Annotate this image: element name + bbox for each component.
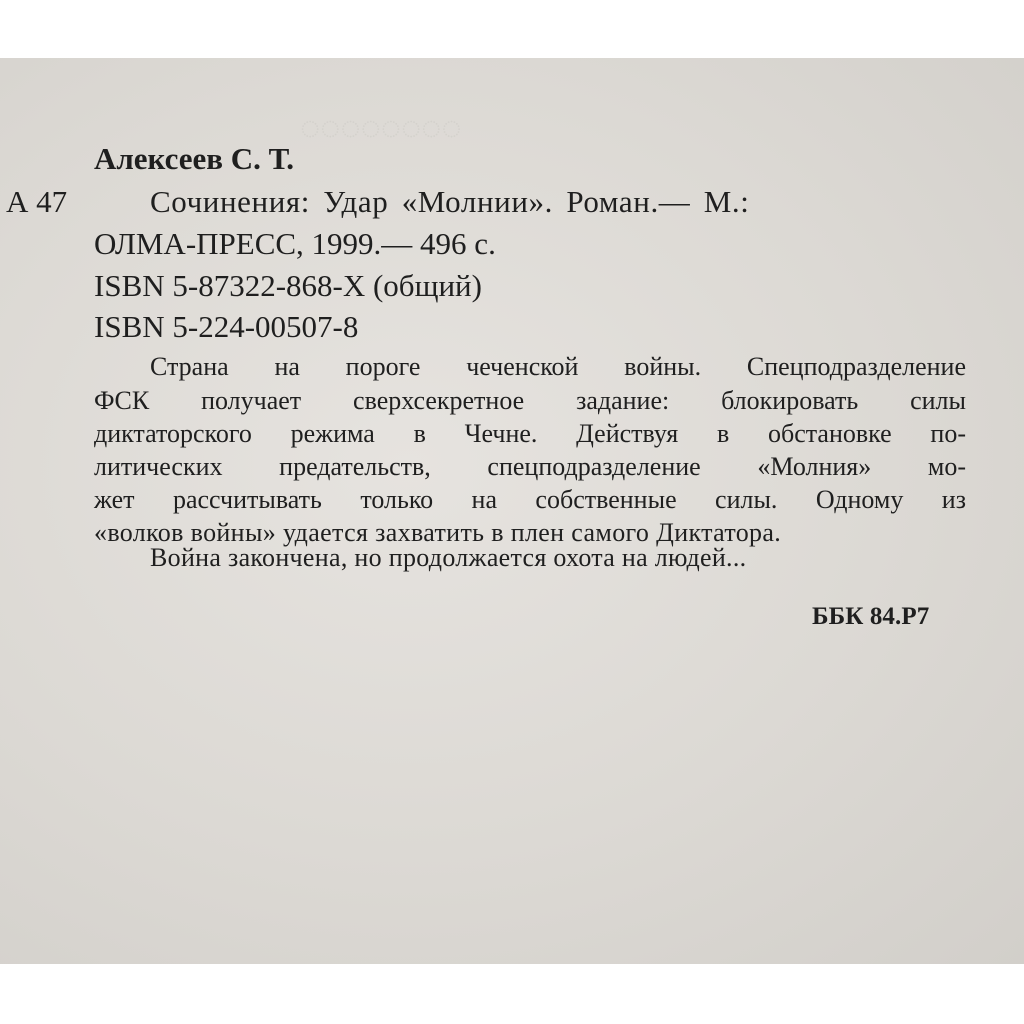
author-heading: Алексеев С. Т. (94, 141, 294, 176)
annotation-line-1: Страна на пороге чеченской войны. Спецподразделение (150, 352, 966, 381)
shelf-mark: А 47 (6, 184, 68, 219)
annotation-line-3: диктаторского режима в Чечне. Действуя в обстановке по- (94, 419, 966, 448)
annotation-line-6: «волков войны» удается захватить в плен самого Диктатора. (94, 518, 782, 547)
bbk-index: ББК 84.Р7 (812, 603, 930, 630)
isbn-general: ISBN 5-87322-868-Х (общий) (94, 268, 482, 303)
annotation-line-4: литических предательств, спецподразделение «Молния» мо- (94, 452, 966, 481)
publisher-line: ОЛМА-ПРЕСС, 1999.— 496 с. (94, 226, 496, 261)
isbn-volume: ISBN 5-224-00507-8 (94, 309, 359, 344)
show-through-decoration: ◌◌◌◌◌◌◌◌ (300, 110, 462, 147)
annotation-line-2: ФСК получает сверхсекретное задание: блокировать силы (94, 386, 966, 415)
title-line: Сочинения: Удар «Молнии». Роман.— М.: (150, 184, 750, 219)
annotation-line-5: жет рассчитывать только на собственные силы. Одному из (94, 485, 966, 514)
annotation-closing-line: Война закончена, но продолжается охота на людей... (150, 543, 747, 572)
